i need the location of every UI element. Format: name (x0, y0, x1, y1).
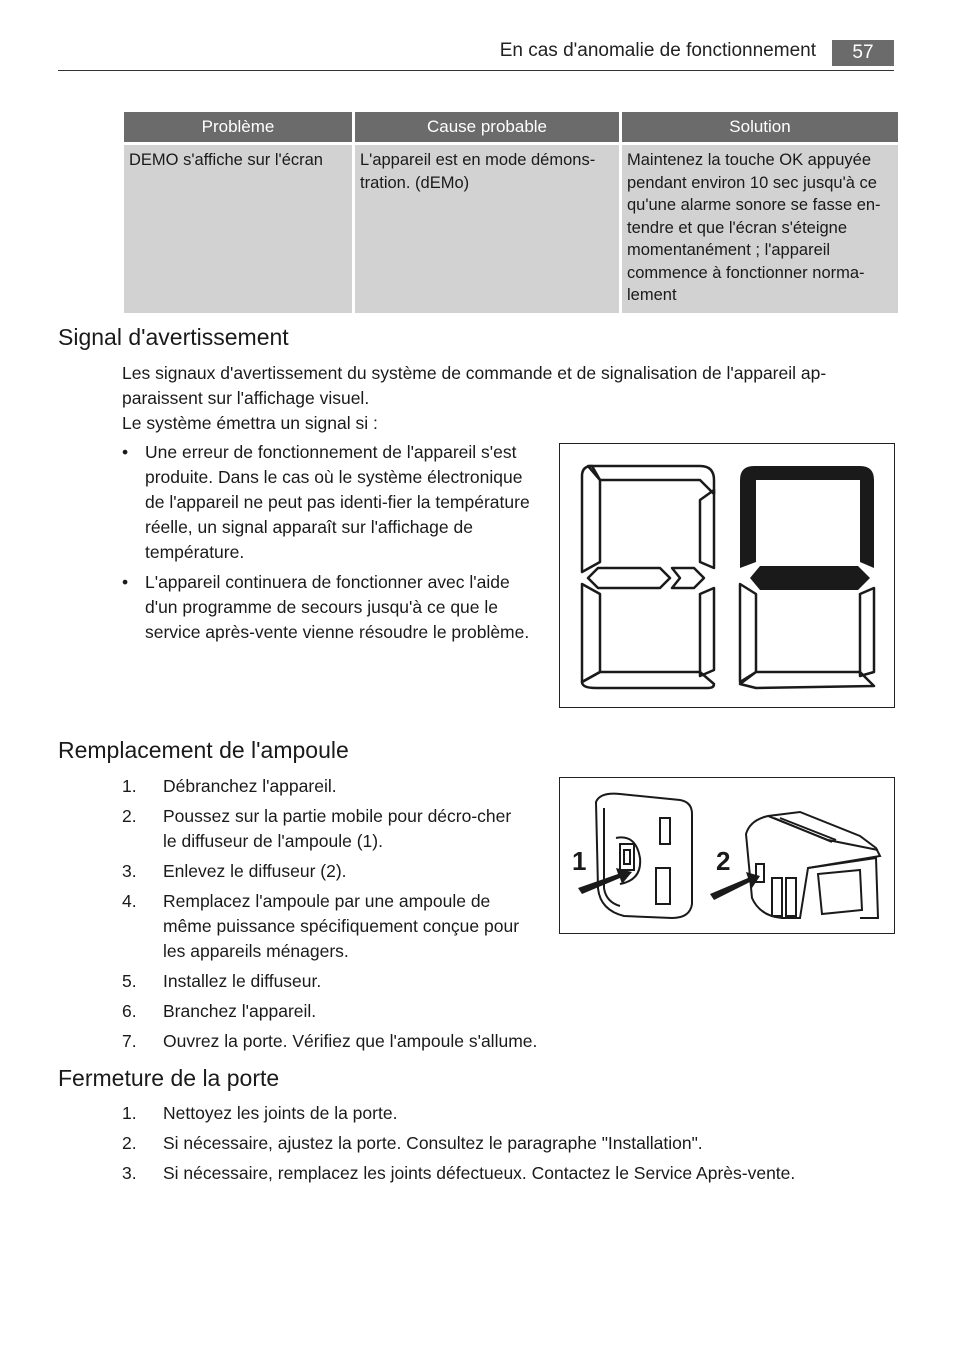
lamp-steps-list (122, 774, 538, 1059)
step-number: 1. (122, 1103, 137, 1123)
signal-intro-2: Le système émettra un signal si : (122, 413, 378, 433)
signal-intro: Les signaux d'avertissement du système de commande et de signalisation de l'appareil ap-paraissent sur l'affichage visuel. (122, 363, 827, 408)
section-title-signal: Signal d'avertissement (58, 324, 289, 350)
step-text: Nettoyez les joints de la porte. (163, 1103, 398, 1123)
section-title-door: Fermeture de la porte (58, 1065, 280, 1091)
running-header: En cas d'anomalie de fonctionnement (499, 40, 816, 61)
step-text: Remplacez l'ampoule par une ampoule de même puissance spécifiquement conçue pour les appareils ménagers. (163, 891, 520, 961)
column-header-cause: Cause probable (355, 112, 619, 145)
figure-label-2: 2 (716, 846, 731, 876)
list-item (122, 1161, 892, 1186)
step-text: Installez le diffuseur. (163, 971, 322, 991)
list-item (122, 969, 763, 994)
list-item (122, 1131, 892, 1156)
step-number: 2. (122, 1133, 137, 1153)
list-item (122, 570, 532, 645)
seven-segment-display-icon (560, 444, 894, 707)
step-number: 3. (122, 861, 137, 881)
table-row (124, 145, 898, 313)
list-item (122, 774, 522, 799)
step-text: Poussez sur la partie mobile pour décro-cher le diffuseur de l'ampoule (1). (163, 806, 512, 851)
cell-problem: DEMO s'affiche sur l'écran (124, 145, 352, 313)
display-figure (559, 443, 895, 708)
page-number: 57 (832, 40, 894, 66)
lamp-figure (559, 777, 895, 934)
figure-label-1: 1 (572, 846, 587, 876)
step-text: Branchez l'appareil. (163, 1001, 317, 1021)
step-number: 4. (122, 891, 137, 911)
signal-bullet-list (122, 440, 532, 650)
door-steps-list (122, 1101, 892, 1191)
list-item (122, 1029, 763, 1054)
cell-solution: Maintenez la touche OK appuyée pendant environ 10 sec jusqu'à ce qu'une alarme sonore se fasse en-tendre et que l'écran s'éteigne momentanément ; l'appareil commence à fonctionner norma-lement (622, 145, 898, 313)
step-number: 7. (122, 1031, 137, 1051)
list-item (122, 440, 532, 565)
list-item (122, 999, 763, 1024)
step-text: Débranchez l'appareil. (163, 776, 337, 796)
bullet-text: Une erreur de fonctionnement de l'appareil s'est produite. Dans le cas où le système électronique de l'appareil ne peut pas identi-fier la température réelle, un signal apparaît sur l'affichage de température. (145, 442, 530, 562)
table-header-row (124, 112, 898, 145)
bullet-dot: • (122, 572, 129, 592)
section-title-lamp: Remplacement de l'ampoule (58, 737, 349, 763)
step-number: 1. (122, 776, 137, 796)
list-item (122, 859, 522, 884)
column-header-solution: Solution (622, 112, 898, 145)
lamp-diffuser-illustration-icon (560, 778, 894, 933)
step-text: Si nécessaire, ajustez la porte. Consultez le paragraphe "Installation". (163, 1133, 703, 1153)
list-item (122, 1101, 892, 1126)
bullet-dot: • (122, 442, 129, 462)
list-item (122, 804, 522, 854)
troubleshooting-table (121, 112, 901, 313)
step-number: 3. (122, 1163, 137, 1183)
bullet-text: L'appareil continuera de fonctionner avec l'aide d'un programme de secours jusqu'à ce que le service après-vente vienne résoudre le problème. (145, 572, 530, 642)
cell-cause: L'appareil est en mode démons-tration. (dEMo) (355, 145, 619, 313)
step-number: 5. (122, 971, 137, 991)
step-text: Enlevez le diffuseur (2). (163, 861, 347, 881)
header-rule (58, 70, 894, 71)
step-text: Ouvrez la porte. Vérifiez que l'ampoule s'allume. (163, 1031, 538, 1051)
list-item (122, 889, 522, 964)
step-text: Si nécessaire, remplacez les joints défectueux. Contactez le Service Après-vente. (163, 1163, 796, 1183)
step-number: 2. (122, 806, 137, 826)
step-number: 6. (122, 1001, 137, 1021)
column-header-problem: Problème (124, 112, 352, 145)
